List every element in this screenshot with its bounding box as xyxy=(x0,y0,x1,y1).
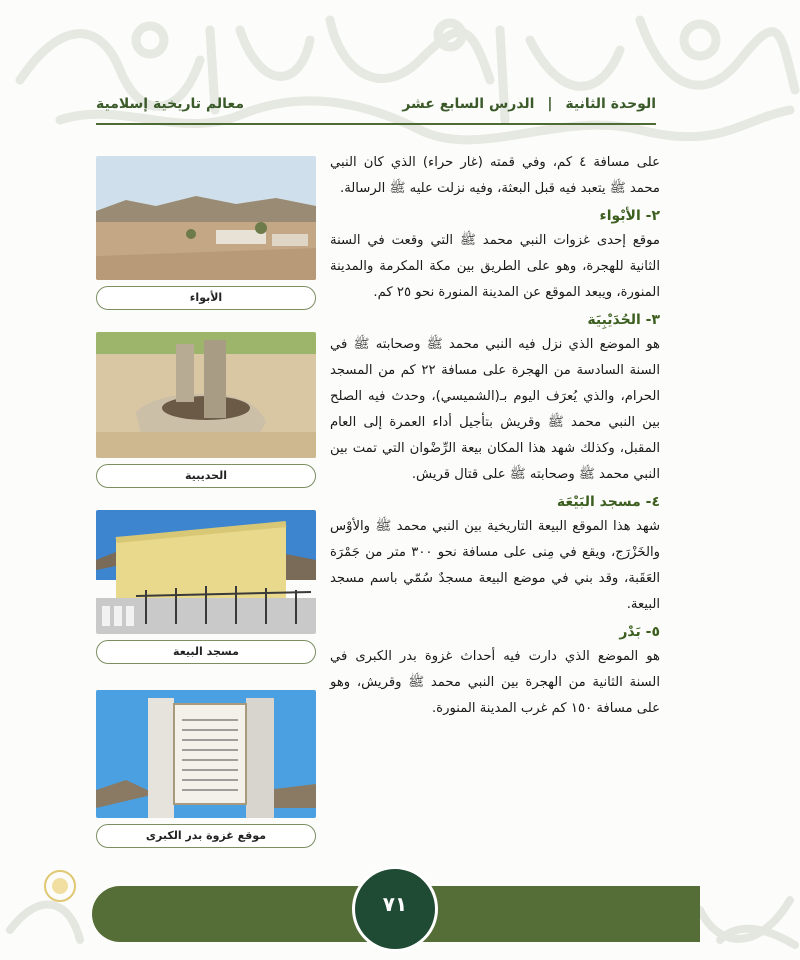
section-heading-abwa: ٢- الأبْواء xyxy=(599,208,660,224)
section-body-hudaybiyyah: هو الموضع الذي نزل فيه النبي محمد ﷺ وصحابته ﷺ في السنة السادسة من الهجرة على مسافة ٢٢ كم من المسجد الحرام، والذي يُعرَف اليوم بـ(الشميسي)، وحدث فيه الصلح بين النبي محمد ﷺ وقريش بتأجيل أداء العمرة إلى العام المقبل، وكذلك شهد هذا المكان بيعة الرِّضْوان التي تمت بين النبي محمد ﷺ وصحابته ﷺ على قتال قريش. xyxy=(330,337,660,482)
section-heading-bayah-mosque: ٤- مسجد البَيْعَة xyxy=(556,494,660,510)
abwa-photo xyxy=(96,156,316,280)
hudaybiyyah-caption: الحديبية xyxy=(96,464,316,488)
lesson-label: الدرس السابع عشر xyxy=(402,96,535,112)
page-header xyxy=(96,92,656,122)
photo-card-bayah-mosque xyxy=(96,510,318,664)
intro-paragraph: على مسافة ٤ كم، وفي قمته (غار حراء) الذي كان النبي محمد ﷺ يتعبد فيه قبل البعثة، وفيه نزلت عليه ﷺ الرسالة. xyxy=(330,155,660,196)
photo-card-badr xyxy=(96,690,318,848)
page-number: ٧١ xyxy=(382,892,408,916)
bayah-mosque-caption: مسجد البيعة xyxy=(96,640,316,664)
publisher-logo-inner xyxy=(52,878,68,894)
book-title: معالم تاريخية إسلامية xyxy=(96,96,245,112)
photo-card-abwa xyxy=(96,156,318,310)
mosque-icon xyxy=(96,510,316,634)
unit-lesson-label xyxy=(402,96,656,112)
hudaybiyyah-photo xyxy=(96,332,316,458)
unit-label: الوحدة الثانية xyxy=(565,96,656,112)
section-body-badr: هو الموضع الذي دارت فيه أحداث غزوة بدر الكبرى في السنة الثانية من الهجرة بين النبي محمد ﷺ وقريش، وهو على مسافة ١٥٠ كم غرب المدينة المنورة. xyxy=(330,649,660,716)
section-heading-hudaybiyyah: ٣- الحُدَيْبِيَة xyxy=(587,312,660,328)
bayah-mosque-photo xyxy=(96,510,316,634)
abwa-landscape-icon xyxy=(96,156,316,280)
memorial-plaque-icon xyxy=(96,690,316,818)
header-separator: | xyxy=(547,96,553,112)
calligraphy-background xyxy=(0,0,800,150)
section-body-abwa: موقع إحدى غزوات النبي محمد ﷺ التي وقعت في السنة الثانية للهجرة، وهو على الطريق بين مكة المكرمة والمدينة المنورة، ويبعد الموقع عن المدينة المنورة نحو ٢٥ كم. xyxy=(330,233,660,300)
well-ruins-icon xyxy=(96,332,316,458)
section-heading-badr: ٥- بَدْر xyxy=(619,624,660,640)
photo-card-hudaybiyyah xyxy=(96,332,318,488)
badr-photo xyxy=(96,690,316,818)
badr-caption: موقع غزوة بدر الكبرى xyxy=(96,824,316,848)
abwa-caption: الأبواء xyxy=(96,286,316,310)
lesson-text xyxy=(330,150,660,722)
section-body-bayah-mosque: شهد هذا الموقع البيعة التاريخية بين النبي محمد ﷺ والأوْس والخَزْرَج، ويقع في مِنى على مسافة نحو ٣٠٠ متر من جَمْرَة العَقَبة، وقد بني في موضع البيعة مسجدٌ سُمّي باسم مسجد البيعة. xyxy=(330,519,660,612)
header-divider xyxy=(96,123,656,125)
calligraphy-pattern-icon xyxy=(0,0,800,150)
